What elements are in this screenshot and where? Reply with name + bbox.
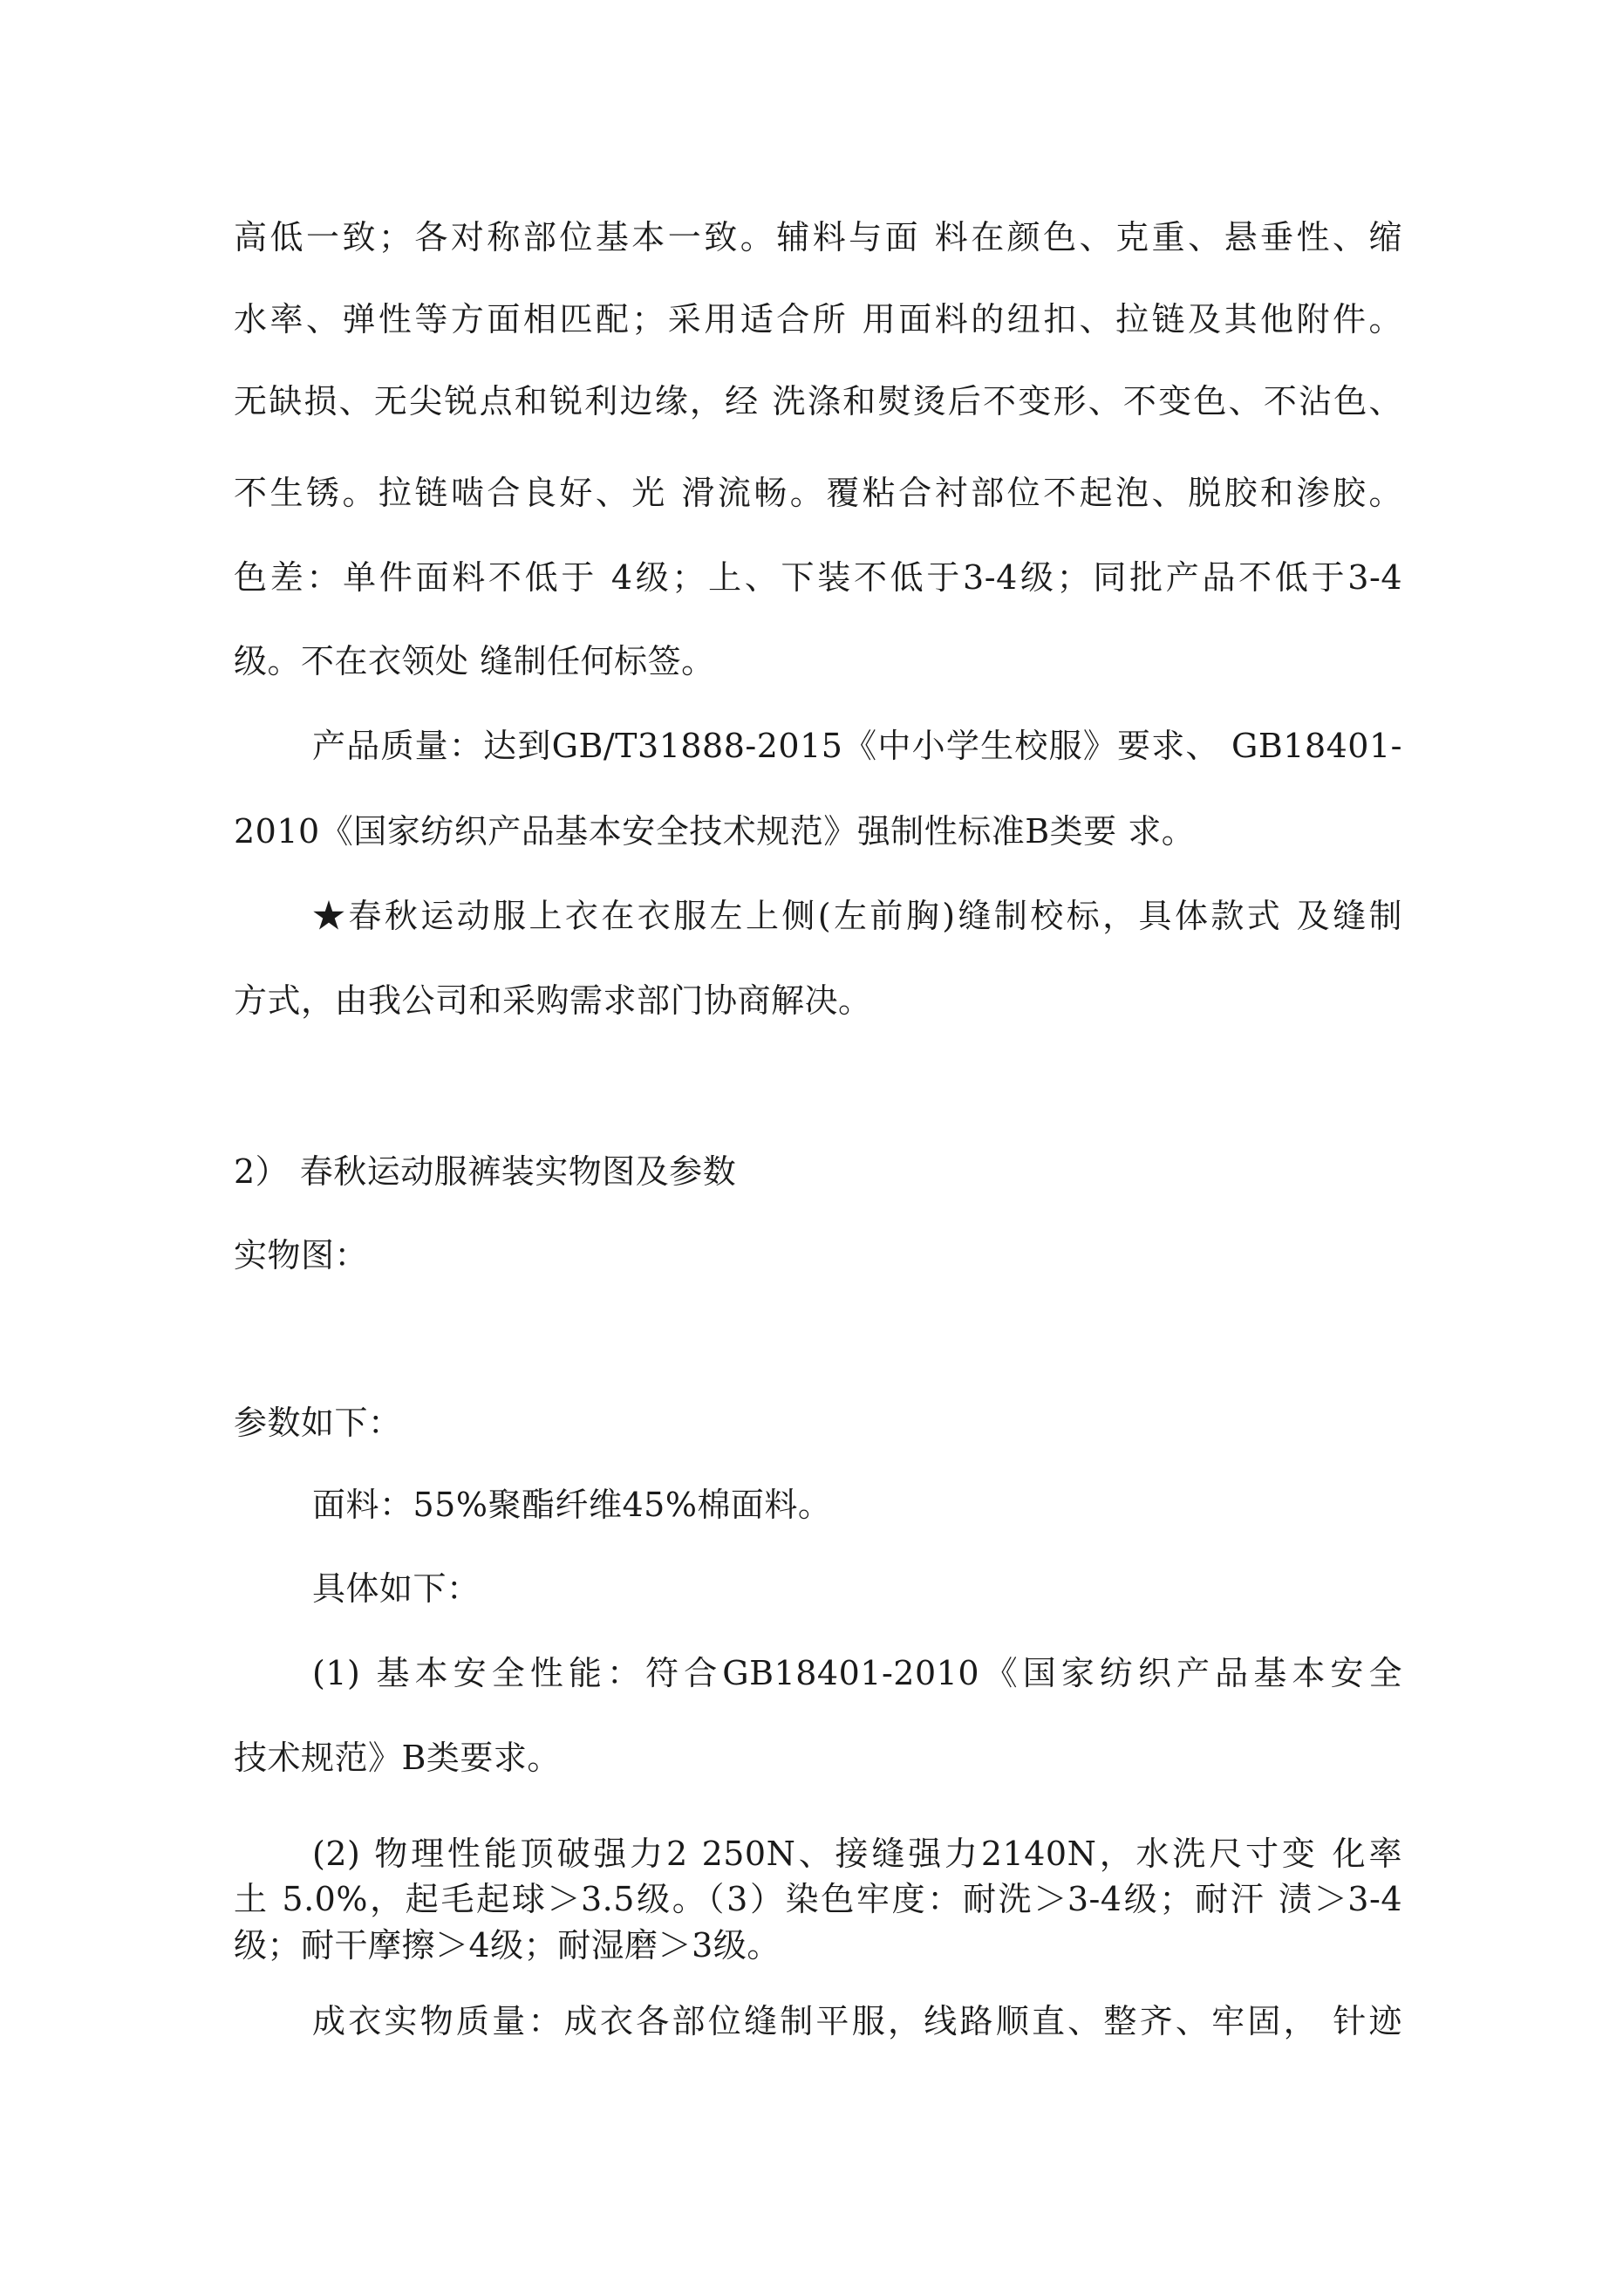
- text-line: 不生锈。拉链啮合良好、光 滑流畅。覆粘合衬部位不起泡、脱胶和渗胶。: [234, 474, 1402, 512]
- section-heading: 2） 春秋运动服裤装实物图及参数: [234, 1152, 737, 1191]
- item-2-cont: 土 5.0%，起毛起球＞3.5级。（3）染色牢度：耐洗＞3-4级；耐汗 渍＞3-4: [234, 1880, 1402, 1918]
- text-line: 水率、弹性等方面相匹配；采用适合所 用面料的纽扣、拉链及其他附件。: [234, 300, 1402, 338]
- item-1: (1) 基本安全性能：符合GB18401-2010《国家纺织产品基本安全: [312, 1654, 1402, 1692]
- text-line: 高低一致；各对称部位基本一致。辅料与面 料在颜色、克重、悬垂性、缩: [234, 218, 1402, 256]
- item-2-cont: 级；耐干摩擦＞4级；耐湿磨＞3级。: [234, 1926, 781, 1965]
- details-label: 具体如下：: [312, 1569, 481, 1608]
- text-line: 色差：单件面料不低于 4级；上、下装不低于3-4级；同批产品不低于3-4: [234, 558, 1402, 597]
- finished-quality: 成衣实物质量：成衣各部位缝制平服，线路顺直、整齐、牢固， 针迹: [312, 2002, 1402, 2040]
- quality-paragraph: 产品质量：达到GB/T31888-2015《中小学生校服》要求、 GB18401-: [312, 727, 1402, 765]
- item-1-cont: 技术规范》B类要求。: [234, 1739, 561, 1777]
- photo-label: 实物图：: [234, 1236, 369, 1274]
- star-note-cont: 方式，由我公司和采购需求部门协商解决。: [234, 981, 872, 1020]
- item-2: (2) 物理性能顶破强力2 250N、接缝强力2140N，水洗尺寸变 化率: [312, 1835, 1402, 1873]
- star-note: ★春秋运动服上衣在衣服左上侧(左前胸)缝制校标，具体款式 及缝制: [312, 897, 1402, 935]
- quality-paragraph-cont: 2010《国家纺织产品基本安全技术规范》强制性标准B类要 求。: [234, 812, 1196, 851]
- text-line: 级。不在衣领处 缝制任何标签。: [234, 642, 715, 680]
- text-line: 无缺损、无尖锐点和锐利边缘，经 洗涤和熨烫后不变形、不变色、不沾色、: [234, 382, 1402, 420]
- params-label: 参数如下：: [234, 1404, 402, 1442]
- fabric-line: 面料：55%聚酯纤维45%棉面料。: [312, 1486, 832, 1524]
